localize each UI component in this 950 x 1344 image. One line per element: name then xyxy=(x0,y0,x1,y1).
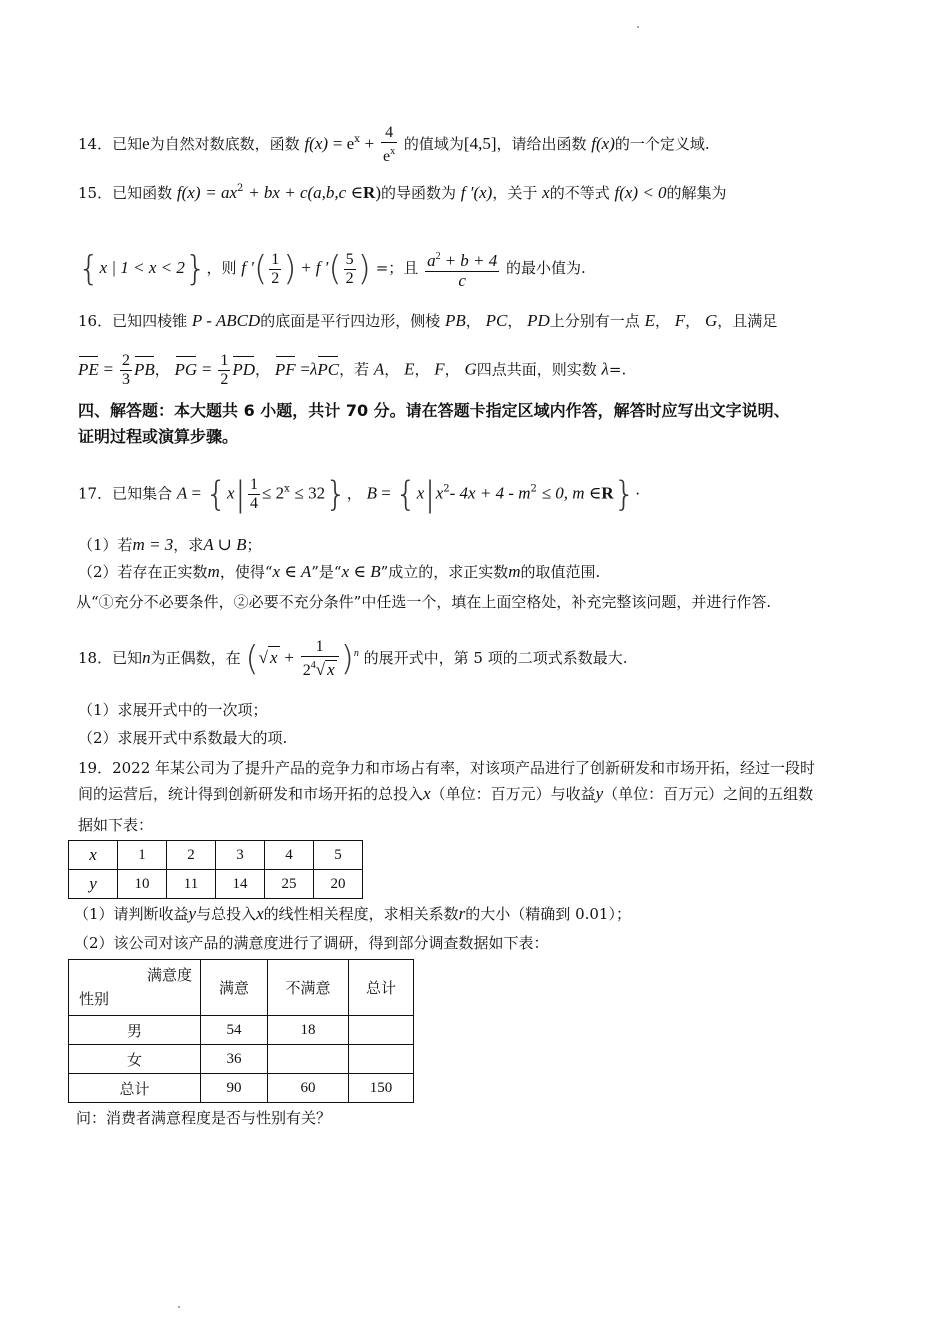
vector-PD: PD xyxy=(232,359,256,379)
section-heading: 四、解答题：本大题共 6 小题，共计 70 分。请在答题卡指定区域内作答，解答时应写出文字说明、 证明过程或演算步骤。 xyxy=(78,401,790,446)
question-18-part2: （2）求展开式中系数最大的项. xyxy=(78,729,288,747)
table-corner-cell: 满意度 性别 xyxy=(69,960,201,1016)
question-19-line1: 19．2022 年某公司为了提升产品的竞争力和市场占有率，对该项产品进行了创新研发和市场开拓，经过一段时 xyxy=(78,759,816,777)
question-15-line1: 15．已知函数 $f(x) = ax^2$ + bx + c(a,b,c ∈R)的导函数为 f ′(x)，关于 x的不等式 f(x) < 0的解集为 xyxy=(78,183,727,202)
table-row: 满意度 性别 满意 不满意 总计 xyxy=(69,960,414,1016)
question-17-part2: （2）若存在正实数m，使得“x ∈ A”是“x ∈ B”成立的，求正实数m的取值范围. xyxy=(78,562,601,581)
question-17-part1: （1）若m = 3，求A ∪ B； xyxy=(78,535,262,554)
vector-PG: PG xyxy=(174,359,198,379)
vector-PC: PC xyxy=(317,359,340,379)
vector-PE: PE xyxy=(78,359,99,379)
question-16-line2: PE = $\frac{2}{3}$ PB， PG = $\frac{1}{2}$ PD， PF =λPC，若 A， E， F， G四点共面，则实数 λ=. xyxy=(78,352,627,388)
page-mark-top xyxy=(637,26,639,28)
table-row: 女 36 xyxy=(69,1045,414,1074)
table-row: 男 54 18 xyxy=(69,1016,414,1045)
question-19-ask: 问：消费者满意程度是否与性别有关？ xyxy=(76,1109,332,1127)
page-mark-bottom xyxy=(178,1306,180,1308)
vector-PF: PF xyxy=(274,359,296,379)
xy-data-table xyxy=(68,840,363,899)
table-row: x 1 2 3 4 5 xyxy=(69,841,363,870)
question-19-part1: （1）请判断收益y与总投入x的线性相关程度，求相关系数r的大小（精确到 0.01）； xyxy=(74,904,631,923)
fraction-4-over-ex: $\frac{4}{e^x}$ xyxy=(383,124,396,165)
question-19-line3: 据如下表： xyxy=(78,816,154,834)
question-14: 14．已知e为自然对数底数，函数 $f(x) = e^x$ + $\frac{4}{e^x}$ 的值域为[4,5]，请给出函数 f(x)的一个定义域. xyxy=(78,124,710,165)
table-row: y 10 11 14 25 20 xyxy=(69,870,363,899)
question-17-instruction: 从“①充分不必要条件，②必要不充分条件”中任选一个，填在上面空格处，补充完整该问题，并进行作答. xyxy=(76,593,772,611)
question-16-line1: 16．已知四棱锥 P - ABCD的底面是平行四边形，侧棱 PB， PC， PD上分别有一点 E， F， G，且满足 xyxy=(78,311,778,330)
table-row: 总计 90 60 150 xyxy=(69,1074,414,1103)
question-18: 18．已知n为正偶数，在 (√ x + $\frac{1}{2^4√ x}$ )$^n$ 的展开式中，第 5 项的二项式系数最大. xyxy=(78,638,628,679)
vector-PB: PB xyxy=(133,359,155,379)
question-19-line2: 间的运营后，统计得到创新研发和市场开拓的总投入x（单位：百万元）与收益y（单位：百万元）之间的五组数 xyxy=(78,784,814,803)
question-18-part1: （1）求展开式中的一次项； xyxy=(78,701,268,719)
fraction-min-expression: $\frac{a^2 + b + 4}{c}$ xyxy=(425,248,499,290)
question-15-line2: {x | 1 < x < 2}，则 f ′( $\frac{1}{2}$ ) + f ′( $\frac{5}{2}$ ) =；且 $\frac{a^2 + b + 4}{c}$ 的最小值为. xyxy=(78,249,586,290)
satisfaction-table xyxy=(68,959,414,1103)
fraction-1-over-2-fourth-root-x: $\frac{1}{2^4√ x}$ xyxy=(301,638,339,680)
question-19-part2: （2）该公司对该产品的满意度进行了调研，得到部分调查数据如下表： xyxy=(74,934,549,952)
question-17-line1: 17．已知集合 A = {x| $\frac{1}{4}$ ≤ $2^x \le 32$}， $B = \{x|x^2-$ $4x + 4 - m^2 \le 0$, m ∈R}· xyxy=(78,474,641,515)
